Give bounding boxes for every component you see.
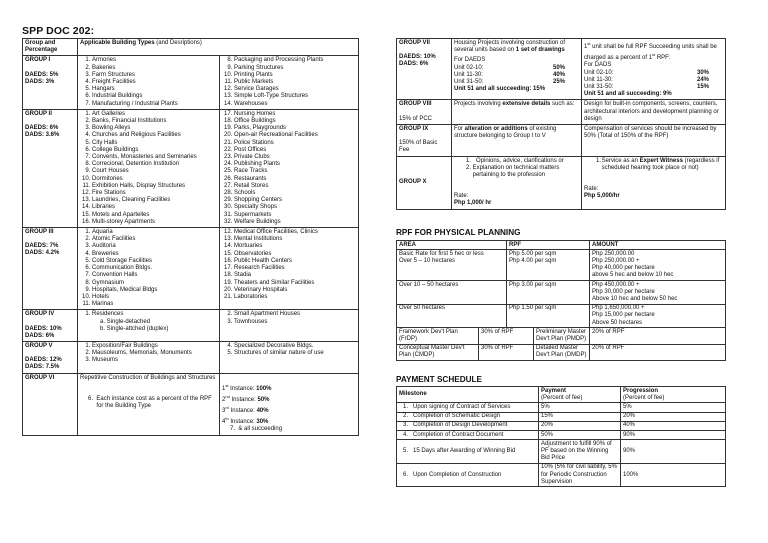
- unit-row: Unit 02-10: 30%: [584, 69, 709, 76]
- table-row: 3. Completion of Design Development 20% 40%: [397, 421, 726, 430]
- list-item: 15. Motels and Apartelles: [92, 212, 217, 219]
- list-item: 29. Shopping Centers: [234, 197, 356, 204]
- progression: 20%: [621, 412, 726, 421]
- list-item: 13. Simple Loft-Type Structures: [234, 93, 356, 100]
- group-viii-description: Projects involving extensive details such as:: [452, 100, 582, 125]
- group-vii-description: Housing Projects involving construction of several units based on 1 set of drawings: [454, 40, 566, 54]
- payment-schedule-title: PAYMENT SCHEDULE: [396, 375, 482, 384]
- list-item: 3. Museums: [92, 357, 217, 364]
- group-name: GROUP I DAEDS: 5% DADS: 3%: [23, 56, 78, 109]
- rpf-row: Basic Rate for first 5 hec or less Over 5 – 10 hectares Php 5.00 per sqm Php 4.00 per sqm Php 250,000.00 Php 250,000.00 + Php 40,000 per hectare above 5 hec and below 10 hec: [397, 250, 726, 281]
- milestone: 15 Days after Awarding of Winning Bid: [413, 447, 516, 454]
- rpf-row: Over 50 hectares Php 1.50 per sqm Php 1,650,000.00 + Php 15,000 per hectare Above 50 hectares: [397, 304, 726, 328]
- rpf-row: Over 10 – 50 hectares Php 3.00 per sqm Php 450,000.00 + Php 30,000 per hectare Above 10 hec and below 50 hec: [397, 281, 726, 305]
- instances-last: & all succeeding: [238, 426, 283, 433]
- group-x-row: [397, 156, 726, 209]
- list-item: 6. Industrial Buildings: [92, 93, 217, 100]
- list-item: 17. Nursing Homes: [234, 111, 356, 118]
- list-item: 1. Aquaria: [92, 229, 217, 236]
- types-col-b: [220, 341, 359, 373]
- group-row-vi: [23, 373, 359, 435]
- list-item: 20. Veterinary Hospitals: [234, 287, 356, 294]
- list-item: 15. Observatories: [234, 251, 356, 258]
- rpf-header-row: AREA RPF AMOUNT: [397, 241, 726, 250]
- list-item: 22. Post Offices: [234, 147, 356, 154]
- payment-schedule-table: [396, 386, 726, 487]
- instance-item: 4th Instance: 30%: [222, 416, 269, 426]
- list-item: 32. Welfare Buildings: [234, 219, 356, 226]
- progression: 5%: [621, 403, 726, 412]
- payment: 5%: [539, 403, 621, 412]
- types-col-b: [220, 109, 359, 227]
- list-item: 18. Stadia: [234, 272, 356, 279]
- payment: 20%: [539, 421, 621, 430]
- list-item: 26. Restaurants: [234, 176, 356, 183]
- unit-row: Unit 11-30: 24%: [584, 76, 709, 83]
- rpf-note: 1st unit shall be full RPF Succeeding units shall be charged as a percent of 1st RPF:: [584, 41, 717, 62]
- list-item: 2. Banks, Financial Institutions: [92, 118, 217, 125]
- list-item: 6. Communication Bldgs.: [92, 265, 217, 272]
- table-row: 1. Upon signing of Contract of Services 5% 5%: [397, 403, 726, 412]
- group-viii-detail: Design for built-in components, screens, counters, architectural interiors and development planning or design: [582, 100, 726, 125]
- group-name: GROUP IX 150% of Basic Fee: [397, 125, 452, 157]
- list-item: 11. Marinas: [92, 301, 217, 308]
- repetitive-cell: Repetitive Construction of Buildings and Structures 6. Each instance cost as a percent of the RPF for the Building Type: [78, 373, 220, 435]
- table-row: 6. Upon Completion of Construction 10% (5% for civil liability, 5% for Periodic Construction Supervision 100%: [397, 463, 726, 487]
- list-item: 5. City Halls: [92, 140, 217, 147]
- instance-item: 3rd Instance: 40%: [222, 404, 269, 414]
- milestone: Completion of Schematic Design: [413, 413, 501, 420]
- progression: 90%: [621, 431, 726, 440]
- payment: Adjustment to fulfill 90% of PF based on the Winning Bid Price: [539, 440, 621, 464]
- list-item: 4. Churches and Religious Facilities: [92, 132, 217, 139]
- building-type-list: [80, 57, 217, 107]
- types-col-b: [220, 310, 359, 342]
- payment: 10% (5% for civil liability, 5% for Periodic Construction Supervision: [539, 463, 621, 487]
- group-vii-daeds: Housing Projects involving construction of several units based on 1 set of drawings For DAEDS Unit 02-10: 50% Unit 11-30: 40% Unit 31-50: 25% Unit 51 and all succeeding: 15%: [452, 39, 582, 100]
- list-item: 9. Hospitals, Medical Bldgs: [92, 287, 217, 294]
- header-group-percentage: Group and Percentage: [23, 39, 78, 56]
- list-item: 14. Warehouses: [234, 101, 356, 108]
- list-item: 8. Gymnasium: [92, 280, 217, 287]
- header-building-types: Applicable Building Types (and Desriptions): [78, 39, 359, 56]
- list-item: b. Single-attched (duplex): [100, 325, 169, 332]
- group-x-expert: 1. Service as an Expert Witness (regardless if scheduled hearing took place or not) Rate: Php 5,000/hr: [582, 156, 726, 209]
- list-item: 3. Bowling Alleys: [92, 125, 217, 132]
- list-item: 5. Hangars: [92, 86, 217, 93]
- group-name: GROUP X: [397, 156, 452, 209]
- list-item: 4. Freight Facilities: [92, 79, 217, 86]
- group-viii-row: [397, 100, 726, 125]
- building-type-list: [222, 229, 356, 301]
- list-item: 23. Private Clubs: [234, 154, 356, 161]
- list-item: 28. Schools: [234, 190, 356, 197]
- repetitive-label: Repetitive Construction of Buildings and Structures: [80, 374, 216, 381]
- list-item: 12. Fire Stations: [92, 190, 217, 197]
- document-title: SPP DOC 202:: [22, 25, 95, 37]
- milestone: Upon Completion of Construction: [413, 471, 502, 478]
- list-item: 3. Townhouses: [234, 319, 356, 326]
- list-item: 13. Mental Institutions: [234, 236, 356, 243]
- list-item: 12. Medical Office Facilities, Clinics: [234, 229, 356, 236]
- list-item: 2. Bakeries: [92, 65, 217, 72]
- list-item: 4. Breweries: [92, 251, 217, 258]
- list-item: 13. Laundries, Cleaning Facilities: [92, 197, 217, 204]
- table-row: 4. Completion of Contract Document 50% 90%: [397, 431, 726, 440]
- rpf-section-title: RPF FOR PHYSICAL PLANNING: [396, 228, 521, 237]
- list-item: 11. Public Markets: [234, 79, 356, 86]
- daeds-unit-list: [454, 65, 579, 87]
- group-vii-dads: 1st unit shall be full RPF Succeeding units shall be charged as a percent of 1st RPF: For DADS Unit 02-10: 30% Unit 11-30: 24% Unit 31-50: 15% Unit 51 and all succeeding: 9%: [582, 39, 726, 100]
- types-col-a: [78, 228, 220, 310]
- group-x-items: 1. Opinions, advice, clarifications or 2. Explanation on technical matters pertaining to the profession Rate: Php 1,000/ hr: [452, 156, 582, 209]
- types-col-a: [78, 310, 220, 342]
- building-type-list: [222, 343, 356, 357]
- payment: 15%: [539, 412, 621, 421]
- list-item: 10. Dormitories: [92, 176, 217, 183]
- group-row: [23, 341, 359, 373]
- list-item: 9. Parking Structures: [234, 65, 356, 72]
- list-item: 11. Exhibition Halls, Display Structures: [92, 183, 217, 190]
- unit-row: Unit 02-10: 50%: [454, 64, 565, 71]
- progression: 40%: [621, 421, 726, 430]
- each-instance-text: Each instance cost as a percent of the RPF for the Building Type: [96, 395, 212, 409]
- list-item: 1. Residences: [92, 311, 217, 318]
- types-col-a: [78, 109, 220, 227]
- building-type-list: [222, 111, 356, 226]
- list-item: 27. Retail Stores: [234, 183, 356, 190]
- milestone: Completion of Design Development: [413, 422, 508, 429]
- building-type-list: [80, 311, 217, 318]
- list-item: 20. Open-air Recreational Facilities: [234, 132, 356, 139]
- list-item: 8. Correcional, Detention Institution: [92, 161, 217, 168]
- list-item: 24. Publishing Plants: [234, 161, 356, 168]
- list-item: 4. Specialized Decorative Bldgs.: [234, 343, 356, 350]
- group-name: GROUP VIII 15% of PCC: [397, 100, 452, 125]
- milestone: Completion of Contract Document: [413, 431, 504, 438]
- list-item: 1. Art Galleries: [92, 111, 217, 118]
- list-item: 21. Police Stations: [234, 140, 356, 147]
- unit-row: Unit 31-50: 15%: [584, 84, 709, 91]
- building-type-list: [80, 229, 217, 308]
- list-item: 18. Office Buildings: [234, 118, 356, 125]
- list-item: 2. Atomic Facilities: [92, 236, 217, 243]
- building-types-table: [22, 38, 359, 436]
- list-item: 6. College Buildings: [92, 147, 217, 154]
- list-item: 1. Exposition/Fair Buildings: [92, 343, 217, 350]
- rpf-physical-planning-table: [396, 240, 726, 361]
- group-row: [23, 56, 359, 109]
- list-item: 1. Armories: [92, 57, 217, 64]
- instances-list: [222, 382, 356, 427]
- dads-unit-list: [584, 70, 723, 92]
- building-type-list: [80, 111, 217, 226]
- list-item: 5. Cold Storage Facilities: [92, 258, 217, 265]
- framework-row: Framework Dev't Plan (FrDP) 30% of RPF Preliminary Master Dev't Plan (PMDP) 20% of RPF: [397, 328, 726, 344]
- list-item: 7. Convention Halls: [92, 272, 217, 279]
- list-item: 19. Parks, Playgrounds: [234, 125, 356, 132]
- instances-cell: 1st Instance: 100% 2nd Instance: 50% 3rd Instance: 40% 4th Instance: 30% 7. & all succeeding: [220, 373, 359, 435]
- list-item: 25. Race Tracks: [234, 168, 356, 175]
- list-item: 14. Mortuaries: [234, 243, 356, 250]
- list-item: 16. Public Health Centers: [234, 258, 356, 265]
- table-row: 5. 15 Days after Awarding of Winning Bid Adjustment to fulfill 90% of PF based on the Winning Bid Price 90%: [397, 440, 726, 464]
- list-item: 3. Farm Structures: [92, 72, 217, 79]
- building-type-list: [222, 57, 356, 107]
- group-name: GROUP V DAEDS: 12% DADS: 7.5%: [23, 341, 78, 373]
- group-name: GROUP IV DAEDS: 10% DADS: 6%: [23, 310, 78, 342]
- list-item: 10. Hotels: [92, 294, 217, 301]
- types-col-b: [220, 228, 359, 310]
- group-name: GROUP II DAEDS: 6% DADS: 3.6%: [23, 109, 78, 227]
- list-item: 9. Court Houses: [92, 168, 217, 175]
- list-item: 21. Laboratories: [234, 294, 356, 301]
- table-row: 2. Completion of Schematic Design 15% 20%: [397, 412, 726, 421]
- list-item: 2. Small Apartment Houses: [234, 311, 356, 318]
- list-item: 30. Specialty Shops: [234, 204, 356, 211]
- milestone: Upon signing of Contract of Services: [413, 403, 511, 410]
- framework-row: Conceptual Master Dev't Plan (CMDP) 30% of RPF Detailed Master Dev't Plan (DMDP) 20% of RPF: [397, 344, 726, 360]
- group-ix-detail: Compensation of services should be increased by 50% (Total of 150% of the RPF): [582, 125, 726, 157]
- groups-vii-x-table: [396, 38, 726, 210]
- unit-row: Unit 11-30: 40%: [454, 71, 565, 78]
- group-row: [23, 310, 359, 342]
- list-item: 19. Theaters and Similar Facilities: [234, 280, 356, 287]
- ps-header-row: Milestone Payment (Percent of fee) Progression (Percent of fee): [397, 387, 726, 403]
- list-item: 8. Packaging and Processing Plants: [234, 57, 356, 64]
- payment: 50%: [539, 431, 621, 440]
- types-col-b: [220, 56, 359, 109]
- list-item: 2. Mausoleums, Memorials, Monuments: [92, 350, 217, 357]
- group-name: GROUP VI: [23, 373, 78, 435]
- group-ix-description: For alteration or additions of existing structure belonging to Group I to V: [452, 125, 582, 157]
- instance-item: 1st Instance: 100%: [222, 382, 272, 392]
- list-item: 10. Printing Plants: [234, 72, 356, 79]
- group-name: GROUP VII DAEDS: 10% DADS: 6%: [397, 39, 452, 100]
- types-col-a: [78, 341, 220, 373]
- building-type-list: [222, 311, 356, 325]
- unit-row: Unit 31-50: 25%: [454, 79, 565, 86]
- table-header-row: [23, 39, 359, 56]
- types-col-a: [78, 56, 220, 109]
- building-type-list: [80, 343, 217, 365]
- list-item: 17. Research Facilities: [234, 265, 356, 272]
- list-item: 7. Manufacturing / Industrial Plants: [92, 101, 217, 108]
- list-item: 14. Libraries: [92, 204, 217, 211]
- progression: 100%: [621, 463, 726, 487]
- list-item: 3. Auditoria: [92, 243, 217, 250]
- progression: 90%: [621, 440, 726, 464]
- list-item: 16. Multi-storey Apartments: [92, 219, 217, 226]
- instance-item: 2nd Instance: 50%: [222, 393, 270, 403]
- group-vii-row: [397, 39, 726, 100]
- list-item: a. Single-detached: [100, 318, 151, 325]
- list-item: 5. Structures of similar nature of use: [234, 350, 356, 357]
- list-item: 7. Convents, Monasteries and Seminaries: [92, 154, 217, 161]
- group-ix-row: [397, 125, 726, 157]
- group-name: GROUP III DAEDS: 7% DADS: 4.2%: [23, 228, 78, 310]
- list-item: 31. Supermarkets: [234, 212, 356, 219]
- list-item: 12. Service Garages: [234, 86, 356, 93]
- group-row: [23, 109, 359, 227]
- group-row: [23, 228, 359, 310]
